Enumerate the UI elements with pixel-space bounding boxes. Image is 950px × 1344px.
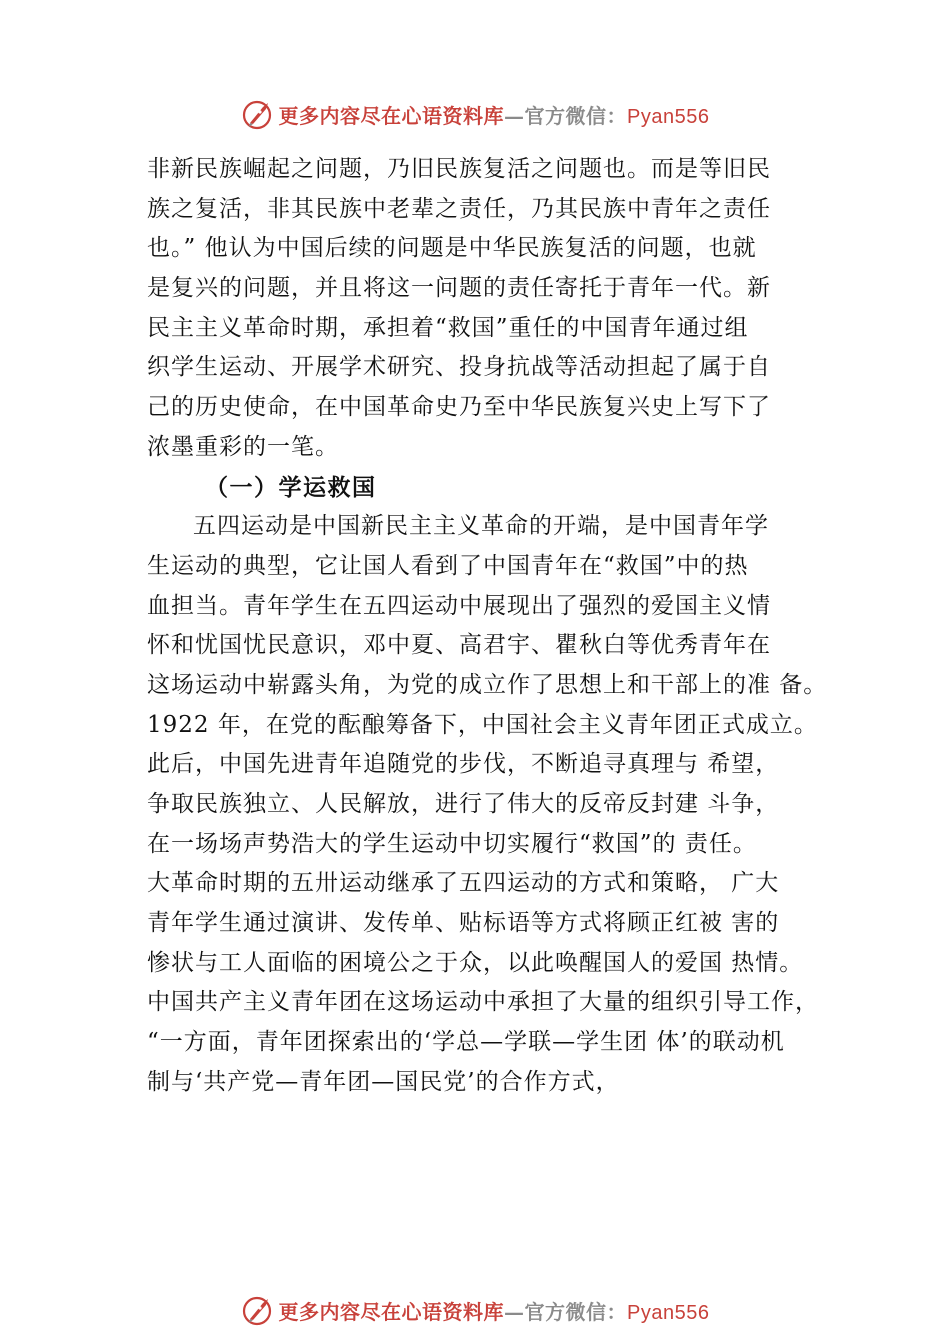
text-line: 血担当。青年学生在五四运动中展现出了强烈的爱国主义情 (147, 592, 771, 619)
text-line: 织学生运动、开展学术研究、投身抗战等活动担起了属于自 (147, 354, 771, 381)
banner-text (279, 100, 710, 129)
text-line: 惨状与工人面临的困境公之于众，以此唤醒国人的爱国 热情。 (147, 949, 804, 976)
text-line: 这场运动中崭露头角，为党的成立作了思想上和干部上的准 备。 (147, 671, 828, 698)
banner-wechat-label: 官方微信： (524, 103, 628, 128)
section-heading: （一）学运救国 (205, 473, 377, 501)
pen-nib-logo-icon (241, 1293, 275, 1327)
banner-text (279, 1296, 710, 1325)
text-line: 五四运动是中国新民主主义革命的开端，是中国青年学 (193, 513, 769, 540)
article-body (147, 150, 847, 1103)
text-line: 制与‘共产党—青年团—国民党’的合作方式， (147, 1068, 620, 1095)
banner-title: 更多内容尽在心语资料库 (278, 1299, 505, 1324)
header-banner (0, 94, 950, 134)
text-line: 非新民族崛起之问题，乃旧民族复活之问题也。而是等旧民 (147, 156, 771, 182)
text-line: 是复兴的问题，并且将这一问题的责任寄托于青年一代。新 (147, 275, 771, 302)
banner-wechat-id: Pyan556 (627, 105, 710, 128)
pen-nib-logo-icon (241, 97, 275, 131)
text-line: 此后，中国先进青年追随党的步伐，不断追寻真理与 希望， (147, 751, 780, 778)
banner-title: 更多内容尽在心语资料库 (278, 103, 505, 128)
banner-wechat-label: 官方微信： (524, 1299, 628, 1324)
text-line: 在一场场声势浩大的学生运动中切实履行“救国”的 责任。 (147, 830, 757, 857)
text-line: 青年学生通过演讲、发传单、贴标语等方式将顾正红被 害的 (147, 910, 780, 937)
text-line: 己的历史使命，在中国革命史乃至中华民族复兴史上写下了 (147, 394, 771, 421)
text-line: 生运动的典型，它让国人看到了中国青年在“救国”中的热 (147, 552, 749, 579)
text-line: 也。” 他认为中国后续的问题是中华民族复活的问题，也就 (147, 235, 757, 262)
text-line: 族之复活，非其民族中老辈之责任，乃其民族中青年之责任 (147, 195, 771, 222)
text-line: 浓墨重彩的一笔。 (147, 433, 339, 460)
text-line: 中国共产主义青年团在这场运动中承担了大量的组织引导工作， (147, 989, 819, 1016)
text-line: 怀和忧国忧民意识，邓中夏、高君宇、瞿秋白等优秀青年在 (147, 632, 771, 659)
text-line: 大革命时期的五卅运动继承了五四运动的方式和策略， 广大 (147, 870, 780, 897)
text-line: “一方面，青年团探索出的‘学总—学联—学生团 体’的联动机 (147, 1029, 785, 1056)
banner-dash: — (504, 103, 525, 128)
text-line: 民主主义革命时期，承担着“救国”重任的中国青年通过组 (147, 314, 749, 341)
banner-wechat-id: Pyan556 (627, 1301, 710, 1324)
banner-dash: — (504, 1299, 525, 1324)
text-line: 1922 年，在党的酝酿筹备下，中国社会主义青年团正式成立。 (147, 711, 818, 738)
footer-banner (0, 1290, 950, 1330)
text-line: 争取民族独立、人民解放，进行了伟大的反帝反封建 斗争， (147, 791, 780, 817)
